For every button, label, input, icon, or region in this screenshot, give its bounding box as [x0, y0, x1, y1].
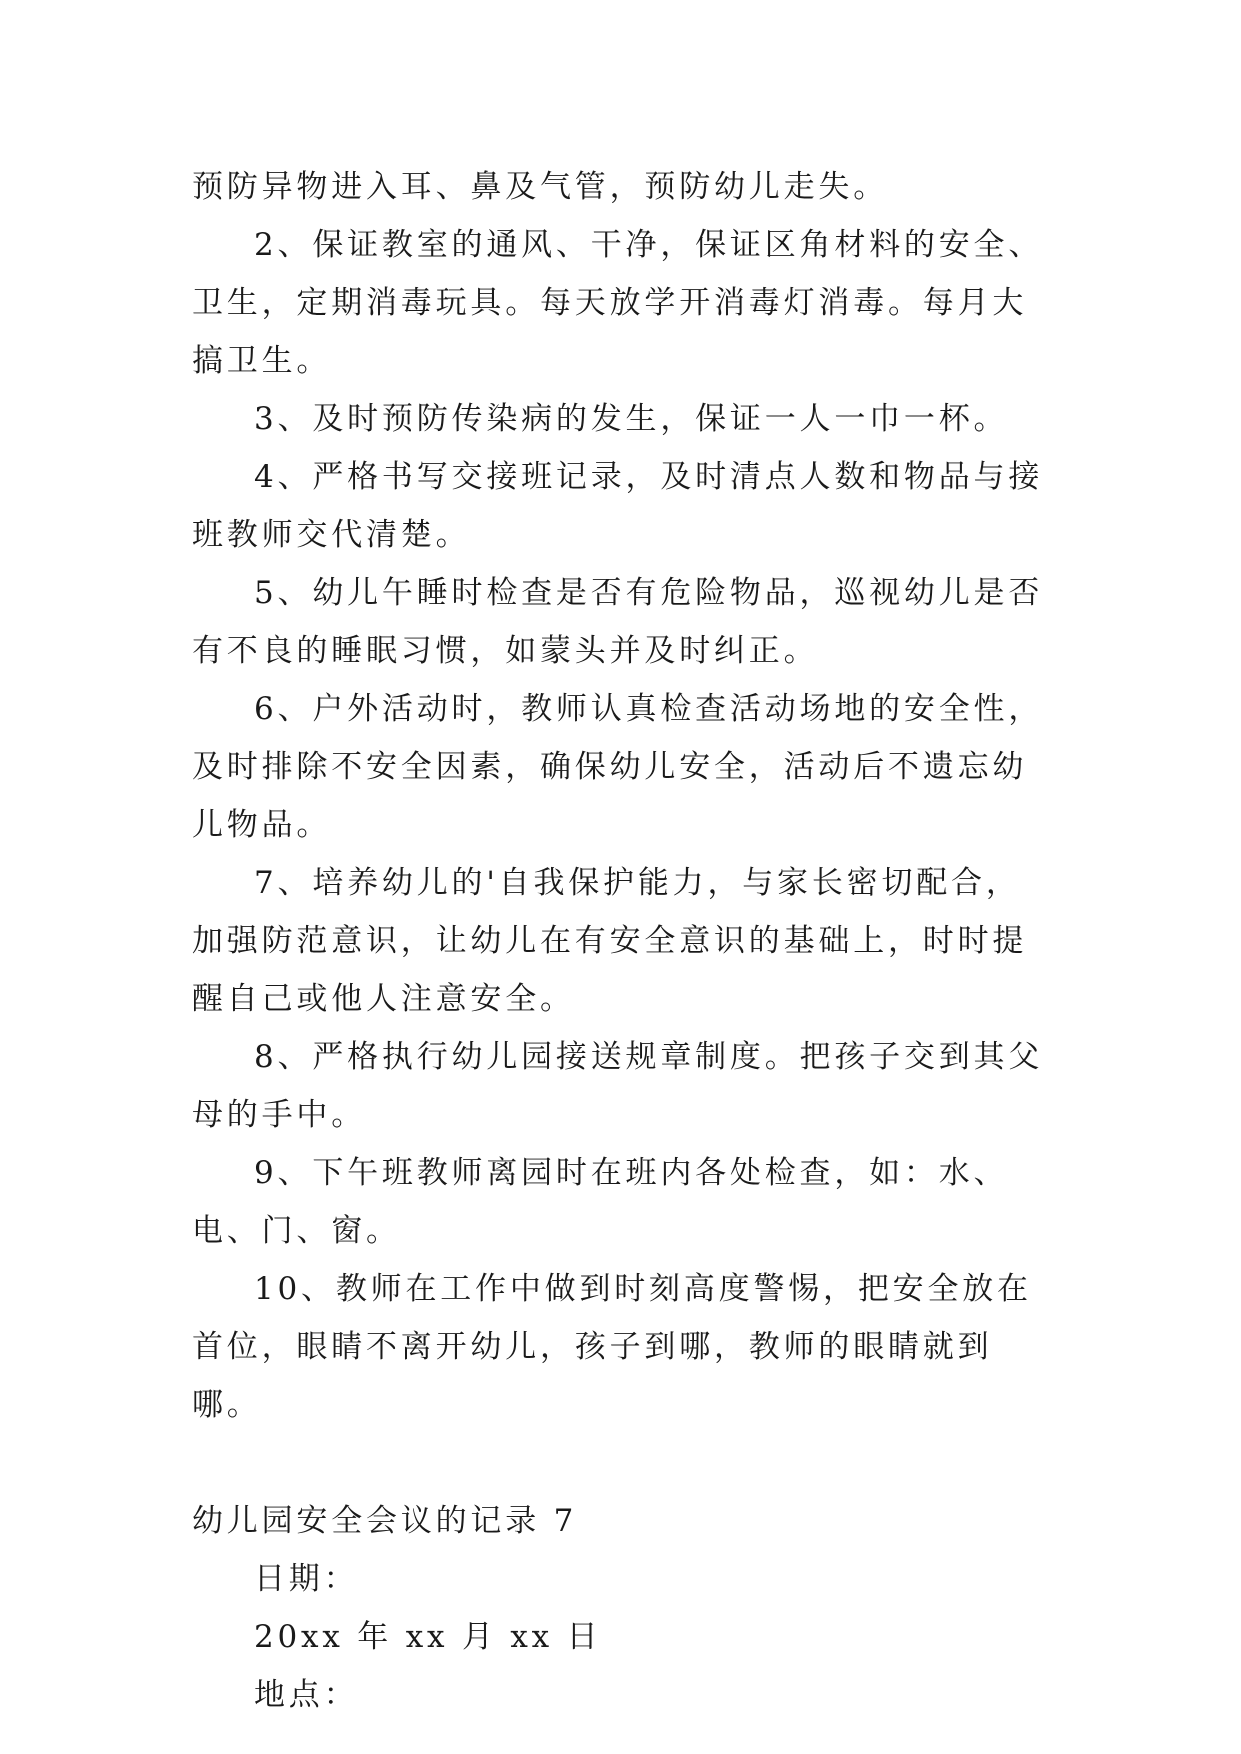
paragraph-5: 5、幼儿午睡时检查是否有危险物品，巡视幼儿是否有不良的睡眠习惯，如蒙头并及时纠正。: [192, 575, 1044, 669]
paragraph-2: 2、保证教室的通风、干净，保证区角材料的安全、卫生，定期消毒玩具。每天放学开消毒灯消毒。每月大搞卫生。: [192, 227, 1044, 379]
date-value: 20xx 年 xx 月 xx 日: [254, 1619, 602, 1655]
paragraph-4: 4、严格书写交接班记录，及时清点人数和物品与接班教师交代清楚。: [192, 459, 1044, 553]
date-label: 日期：: [254, 1561, 359, 1597]
paragraph-8: 8、严格执行幼儿园接送规章制度。把孩子交到其父母的手中。: [192, 1039, 1044, 1133]
document-body: [192, 158, 1052, 1724]
paragraph-3: 3、及时预防传染病的发生，保证一人一巾一杯。: [254, 401, 1009, 437]
paragraph-9: 9、下午班教师离园时在班内各处检查，如：水、电、门、窗。: [192, 1155, 1009, 1249]
paragraph-7: 7、培养幼儿的'自我保护能力，与家长密切配合，加强防范意识，让幼儿在有安全意识的基础上，时时提醒自己或他人注意安全。: [192, 865, 1028, 1017]
location-label: 地点：: [254, 1677, 359, 1713]
paragraph-6: 6、户外活动时，教师认真检查活动场地的安全性，及时排除不安全因素，确保幼儿安全，活动后不遗忘幼儿物品。: [192, 691, 1044, 843]
section-title: 幼儿园安全会议的记录 7: [192, 1503, 578, 1539]
paragraph-1: 预防异物进入耳、鼻及气管，预防幼儿走失。: [192, 169, 888, 205]
paragraph-10: 10、教师在工作中做到时刻高度警惕，把安全放在首位，眼睛不离开幼儿，孩子到哪，教师的眼睛就到哪。: [192, 1271, 1032, 1423]
